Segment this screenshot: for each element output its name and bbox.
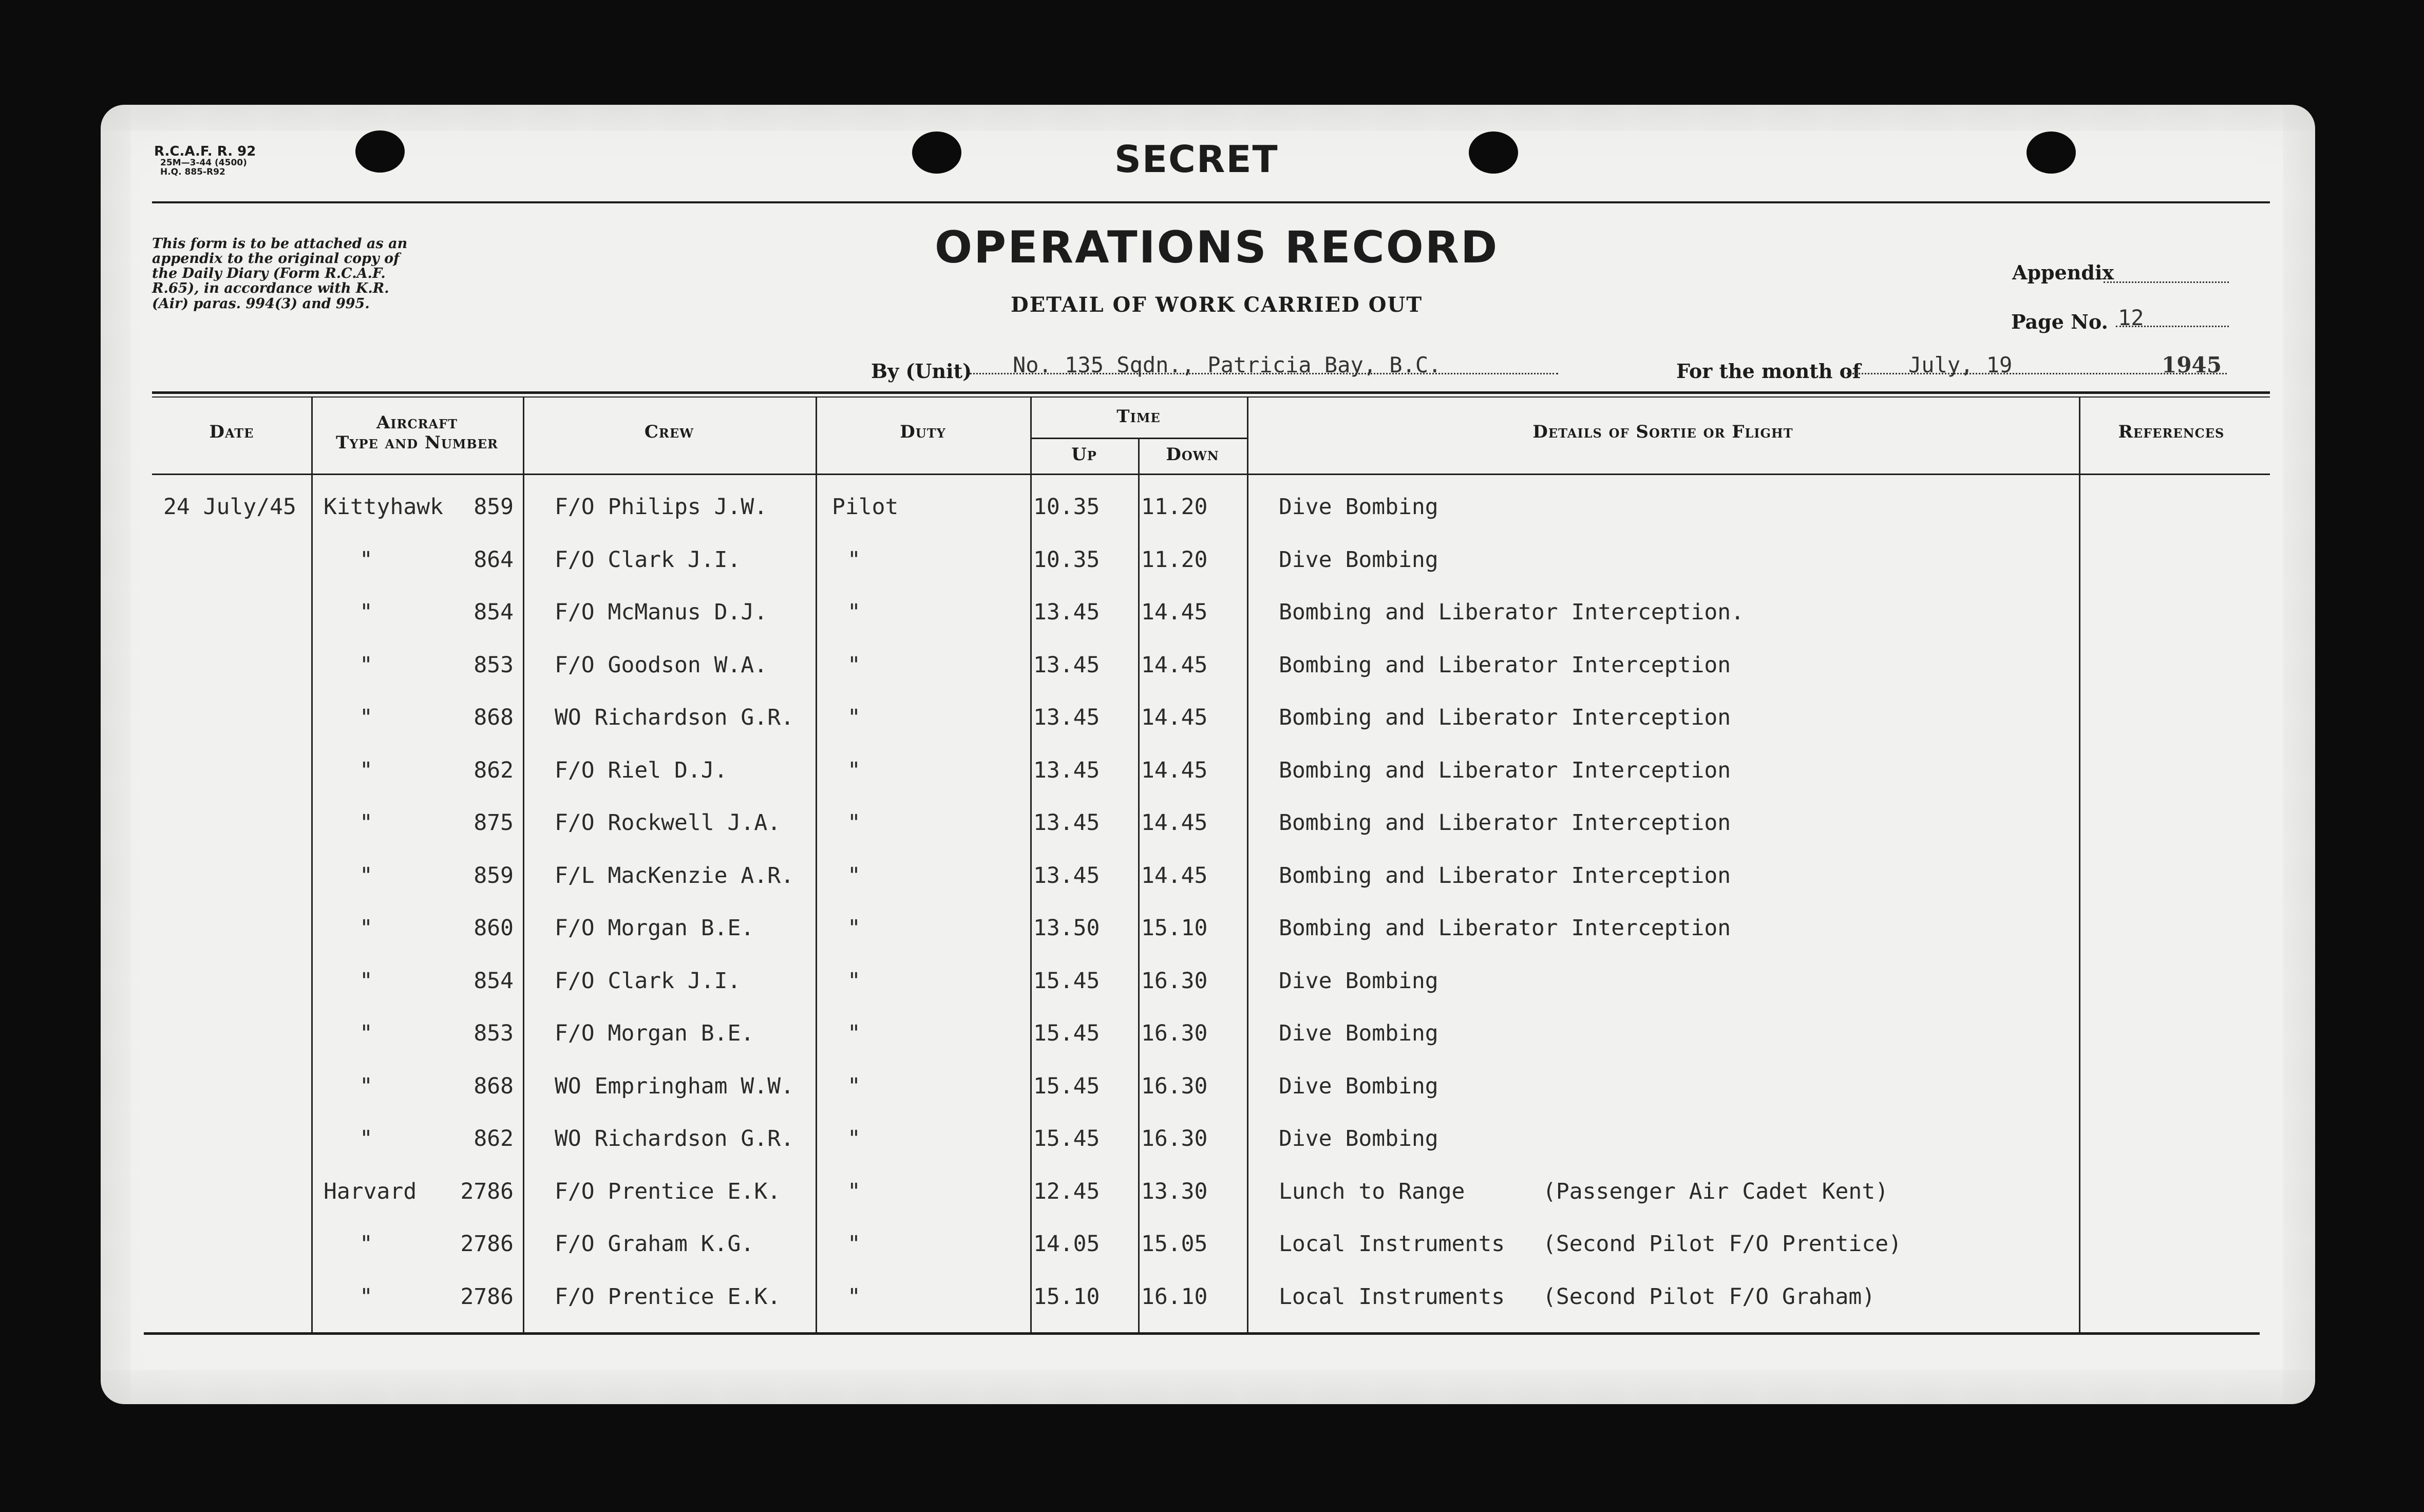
cell-crew: F/O Prentice E.K. <box>555 1283 781 1310</box>
column-divider <box>2079 398 2080 1332</box>
cell-time-down: 14.45 <box>1141 810 1208 836</box>
cell-time-up: 15.45 <box>1033 1073 1100 1099</box>
cell-duty: " <box>847 1283 861 1310</box>
form-code <box>154 145 256 177</box>
header-duty: Duty <box>900 422 946 442</box>
cell-aircraft-type: " <box>359 1020 373 1046</box>
cell-duty: " <box>847 1178 861 1204</box>
cell-crew: F/O Clark J.I. <box>555 968 741 994</box>
cell-time-up: 13.45 <box>1033 757 1100 783</box>
cell-aircraft-number: 854 <box>474 968 514 994</box>
column-divider <box>1030 398 1032 1332</box>
cell-details: Dive Bombing <box>1279 1073 1438 1099</box>
cell-time-down: 14.45 <box>1141 705 1208 730</box>
page-title: OPERATIONS RECORD <box>935 222 1499 273</box>
cell-aircraft-type: " <box>359 1283 373 1310</box>
header-references: References <box>2118 422 2225 442</box>
form-code-line: R.C.A.F. R. 92 <box>154 144 256 159</box>
header-time: Time <box>1116 406 1161 427</box>
cell-duty: " <box>847 1073 861 1099</box>
month-value: July, 19 <box>1908 352 2013 377</box>
cell-details: Bombing and Liberator Interception <box>1279 652 1731 678</box>
cell-time-down: 16.30 <box>1141 1020 1208 1046</box>
cell-details: Bombing and Liberator Interception <box>1279 705 1731 730</box>
cell-aircraft-type: " <box>359 546 373 573</box>
header-aircraft-line1: Aircraft <box>376 412 458 433</box>
cell-aircraft-number: 862 <box>474 1126 514 1151</box>
header-bottom-rule <box>152 474 2270 475</box>
cell-aircraft-number: 854 <box>474 599 514 625</box>
header-aircraft-line2: Type and Number <box>336 432 498 453</box>
month-label: For the month of <box>1676 360 1861 383</box>
cell-aircraft-number: 859 <box>474 862 514 889</box>
cell-duty: " <box>847 915 861 941</box>
cell-details: Bombing and Liberator Interception <box>1279 810 1731 836</box>
cell-crew: F/O Prentice E.K. <box>555 1178 781 1204</box>
cell-duty: " <box>847 1126 861 1151</box>
cell-crew: F/O Graham K.G. <box>555 1231 754 1257</box>
cell-time-up: 15.45 <box>1033 1020 1100 1046</box>
header-details: Details of Sortie or Flight <box>1532 422 1793 442</box>
cell-aircraft-type: " <box>359 968 373 994</box>
cell-remark: (Second Pilot F/O Prentice) <box>1543 1231 1902 1257</box>
cell-details: Dive Bombing <box>1279 1126 1438 1151</box>
cell-crew: F/O Morgan B.E. <box>555 915 754 941</box>
cell-aircraft-type: Kittyhawk <box>324 494 443 520</box>
cell-crew: F/O Philips J.W. <box>555 494 768 520</box>
header-crew: Crew <box>644 422 694 442</box>
cell-details: Bombing and Liberator Interception <box>1279 757 1731 783</box>
unit-value: No. 135 Sqdn., Patricia Bay, B.C. <box>1013 352 1442 377</box>
classification-stamp: SECRET <box>1114 138 1279 181</box>
cell-duty: " <box>847 652 861 678</box>
cell-time-up: 13.45 <box>1033 862 1100 889</box>
cell-aircraft-number: 853 <box>474 1020 514 1046</box>
cell-aircraft-number: 875 <box>474 810 514 836</box>
header-aircraft <box>311 413 523 453</box>
cell-time-up: 15.45 <box>1033 1126 1100 1151</box>
cell-aircraft-number: 2786 <box>460 1283 514 1310</box>
page-number-label: Page No. <box>2011 310 2108 333</box>
cell-time-up: 13.45 <box>1033 652 1100 678</box>
cell-time-up: 14.05 <box>1033 1231 1100 1257</box>
cell-time-down: 15.05 <box>1141 1231 1208 1257</box>
table-bottom-rule <box>144 1332 2260 1335</box>
form-code-line: H.Q. 885-R92 <box>160 167 225 178</box>
cell-duty: " <box>847 968 861 994</box>
cell-aircraft-type: " <box>359 599 373 625</box>
cell-time-down: 16.30 <box>1141 968 1208 994</box>
cell-aircraft-type: Harvard <box>324 1178 417 1204</box>
appendix-label: Appendix <box>2012 261 2114 284</box>
cell-duty: " <box>847 862 861 889</box>
cell-details: Dive Bombing <box>1279 1020 1438 1046</box>
table-top-rule <box>152 391 2270 394</box>
cell-crew: F/L MacKenzie A.R. <box>555 862 794 889</box>
cell-time-down: 11.20 <box>1141 546 1208 573</box>
page-subtitle: DETAIL OF WORK CARRIED OUT <box>1011 293 1423 317</box>
cell-details: Lunch to Range <box>1279 1178 1465 1204</box>
cell-duty: " <box>847 810 861 836</box>
unit-field[interactable] <box>970 352 1558 377</box>
cell-date: 24 July/45 <box>163 494 296 520</box>
punch-hole <box>1469 131 1518 174</box>
cell-crew: F/O Rockwell J.A. <box>555 810 781 836</box>
cell-aircraft-type: " <box>359 862 373 889</box>
cell-aircraft-type: " <box>359 1073 373 1099</box>
cell-aircraft-number: 868 <box>474 1073 514 1099</box>
cell-details: Local Instruments <box>1279 1283 1505 1310</box>
form-code-line: 25M—3-44 (4500) <box>160 158 247 168</box>
cell-details: Dive Bombing <box>1279 546 1438 573</box>
cell-aircraft-number: 868 <box>474 705 514 730</box>
cell-details: Dive Bombing <box>1279 968 1438 994</box>
cell-time-down: 16.30 <box>1141 1126 1208 1151</box>
cell-aircraft-type: " <box>359 1126 373 1151</box>
cell-duty: " <box>847 599 861 625</box>
cell-aircraft-type: " <box>359 652 373 678</box>
cell-details: Bombing and Liberator Interception <box>1279 862 1731 889</box>
cell-duty: Pilot <box>832 494 899 520</box>
cell-time-down: 16.10 <box>1141 1283 1208 1310</box>
cell-aircraft-number: 864 <box>474 546 514 573</box>
cell-time-up: 13.45 <box>1033 810 1100 836</box>
cell-time-down: 14.45 <box>1141 862 1208 889</box>
cell-aircraft-number: 853 <box>474 652 514 678</box>
cell-details: Dive Bombing <box>1279 494 1438 520</box>
column-divider <box>816 398 817 1332</box>
header-time-down: Down <box>1166 444 1219 465</box>
cell-time-down: 14.45 <box>1141 652 1208 678</box>
cell-crew: F/O Riel D.J. <box>555 757 728 783</box>
month-field[interactable] <box>1847 352 2227 377</box>
cell-time-up: 13.45 <box>1033 599 1100 625</box>
cell-aircraft-number: 2786 <box>460 1178 514 1204</box>
header-date: Date <box>209 422 254 442</box>
cell-crew: WO Empringham W.W. <box>555 1073 794 1099</box>
cell-duty: " <box>847 757 861 783</box>
table-top-rule-2 <box>152 396 2270 398</box>
cell-time-up: 10.35 <box>1033 494 1100 520</box>
appendix-field[interactable] <box>2104 261 2229 283</box>
cell-aircraft-number: 859 <box>474 494 514 520</box>
punch-hole <box>2027 131 2076 174</box>
cell-time-down: 14.45 <box>1141 599 1208 625</box>
cell-time-down: 16.30 <box>1141 1073 1208 1099</box>
unit-label: By (Unit) <box>871 360 972 383</box>
cell-duty: " <box>847 1231 861 1257</box>
cell-aircraft-number: 860 <box>474 915 514 941</box>
cell-time-down: 13.30 <box>1141 1178 1208 1204</box>
cell-crew: F/O McManus D.J. <box>555 599 768 625</box>
top-rule <box>152 201 2270 203</box>
page-number-value: 12 <box>2118 305 2144 330</box>
cell-time-up: 13.50 <box>1033 915 1100 941</box>
cell-time-up: 10.35 <box>1033 546 1100 573</box>
cell-aircraft-type: " <box>359 705 373 730</box>
cell-time-up: 12.45 <box>1033 1178 1100 1204</box>
page-number-field[interactable] <box>2116 305 2229 330</box>
punch-hole <box>355 130 405 173</box>
column-divider <box>523 398 524 1332</box>
cell-aircraft-number: 2786 <box>460 1231 514 1257</box>
cell-duty: " <box>847 1020 861 1046</box>
cell-time-down: 15.10 <box>1141 915 1208 941</box>
cell-crew: F/O Goodson W.A. <box>555 652 768 678</box>
cell-aircraft-type: " <box>359 915 373 941</box>
cell-details: Local Instruments <box>1279 1231 1505 1257</box>
attachment-note: This form is to be attached as an appendix to the original copy of the Daily Diary (Form R.C.A.F. R.65), in accordance with K.R. (Air) paras. 994(3) and 995. <box>152 236 408 312</box>
cell-crew: WO Richardson G.R. <box>555 705 794 730</box>
cell-time-down: 11.20 <box>1141 494 1208 520</box>
column-divider <box>311 398 313 1332</box>
cell-aircraft-type: " <box>359 757 373 783</box>
cell-time-up: 15.10 <box>1033 1283 1100 1310</box>
cell-time-up: 13.45 <box>1033 705 1100 730</box>
cell-details: Bombing and Liberator Interception. <box>1279 599 1745 625</box>
cell-details: Bombing and Liberator Interception <box>1279 915 1731 941</box>
column-divider <box>1138 438 1140 1332</box>
cell-aircraft-type: " <box>359 1231 373 1257</box>
cell-crew: F/O Morgan B.E. <box>555 1020 754 1046</box>
cell-time-down: 14.45 <box>1141 757 1208 783</box>
cell-remark: (Second Pilot F/O Graham) <box>1543 1283 1876 1310</box>
punch-hole <box>912 131 961 174</box>
cell-crew: F/O Clark J.I. <box>555 546 741 573</box>
column-divider <box>1247 398 1248 1332</box>
cell-remark: (Passenger Air Cadet Kent) <box>1543 1178 1889 1204</box>
cell-time-up: 15.45 <box>1033 968 1100 994</box>
cell-aircraft-type: " <box>359 810 373 836</box>
cell-crew: WO Richardson G.R. <box>555 1126 794 1151</box>
year-value: 1945 <box>2162 352 2222 377</box>
header-time-up: Up <box>1071 444 1097 465</box>
cell-aircraft-number: 862 <box>474 757 514 783</box>
cell-duty: " <box>847 546 861 573</box>
cell-duty: " <box>847 705 861 730</box>
